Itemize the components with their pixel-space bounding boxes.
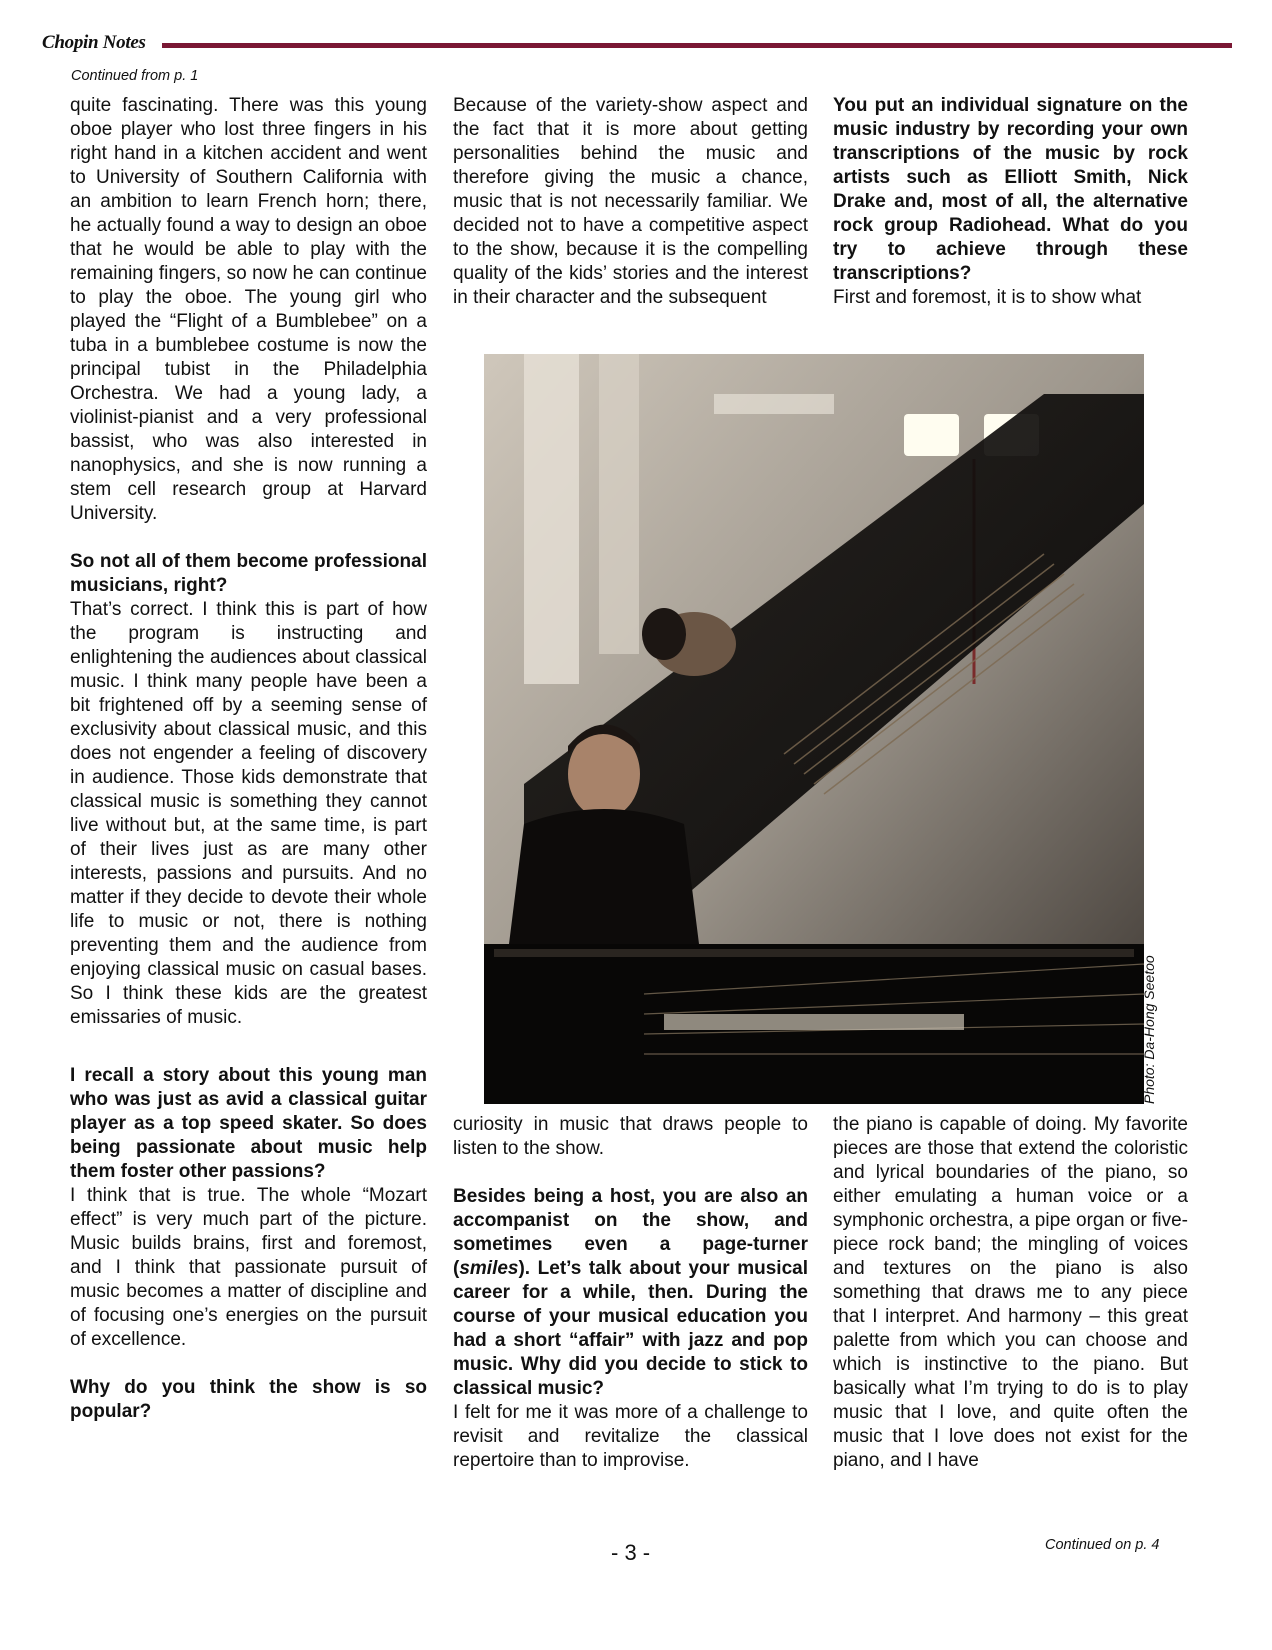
col2-question-smiles: smiles xyxy=(459,1258,519,1279)
col2-answer: I felt for me it was more of a challenge to revisit and revitalize the classical repertoire than to improvise. xyxy=(453,1402,808,1471)
col1-question-3: Why do you think the show is so popular? xyxy=(70,1377,427,1422)
col1-question-1: So not all of them become professional musicians, right? xyxy=(70,551,427,596)
continued-on-note: Continued on p. 4 xyxy=(1045,1537,1160,1553)
col1-paragraph-1: quite fascinating. There was this young oboe player who lost three fingers in his right hand in a kitchen accident and went to University of Southern California with an ambition to learn French horn; there, he actually found a way to design an oboe that he would be able to play with the remaining fingers, so now he can continue to play the oboe. The young girl who played the “Flight of a Bumblebee” on a tuba in a bumblebee costume is now the principal tubist in the Philadelphia Orchestra. We had a young lady, a violinist-pianist and a very professional bassist, who was also interested in nanophysics, and she is now running a stem cell research group at Harvard University. xyxy=(70,95,427,524)
col1-question-2: I recall a story about this young man who was just as avid a classical guitar player as a top speed skater. So does being passionate about music help them foster other passions? xyxy=(70,1065,427,1182)
header-rule xyxy=(162,43,1232,48)
col2-answer-top: Because of the variety-show aspect and the fact that it is more about getting personalities behind the music and therefore giving the music a chance, music that is not necessarily familiar. We decided not to have a competitive aspect to the show, because it is the compelling quality of the kids’ stories and the interest in their character and the subsequent xyxy=(453,95,808,308)
column-3-bottom xyxy=(833,1113,1188,1473)
col2-question xyxy=(453,1185,808,1401)
column-3-top xyxy=(833,94,1188,310)
col3-answer-bottom: the piano is capable of doing. My favorite pieces are those that extend the coloristic and lyrical boundaries of the piano, so either emulating a human voice or a symphonic orchestra, a pipe organ or five-piece rock band; the mingling of voices and textures on the piano is also something that draws me to any piece that I interpret. And harmony – this great palette from which you can choose and which is instinctive to the piano. But basically what I’m trying to do is to play music that I love, and quite often the music that I love does not exist for the piano, and I have xyxy=(833,1114,1188,1471)
column-1 xyxy=(70,94,427,1424)
col1-answer-1: That’s correct. I think this is part of how the program is instructing and enlightening the audiences about classical music. I think many people have been a bit frightened off by a seeming sense of exclusivity about classical music, and this does not engender a feeling of discovery in audience. Those kids demonstrate that classical music is something they cannot live without but, at the same time, is part of their lives just as are many other interests, passions and pursuits. And no matter if they decide to devote their whole life to music or not, there is nothing preventing them and the audience from enjoying classical music on casual bases. So I think these kids are the greatest emissaries of music. xyxy=(70,599,427,1028)
page-number: - 3 - xyxy=(611,1540,651,1565)
col2-answer-bottom: curiosity in music that draws people to listen to the show. xyxy=(453,1114,808,1159)
col1-answer-2: I think that is true. The whole “Mozart effect” is very much part of the picture. Music builds brains, first and foremost, and I think that passionate pursuit of music becomes a matter of discipline and of focusing one’s energies on the pursuit of excellence. xyxy=(70,1185,427,1350)
col3-answer-top: First and foremost, it is to show what xyxy=(833,287,1142,308)
col3-question: You put an individual signature on the music industry by recording your own transcriptions of the music by rock artists such as Elliott Smith, Nick Drake and, most of all, the alternative rock group Radiohead. What do you try to achieve through these transcriptions? xyxy=(833,95,1188,284)
col2-question-part-b: ). Let’s talk about your musical career for a while, then. During the course of your musical education you had a short “affair” with jazz and pop music. Why did you decide to stick to classical music? xyxy=(453,1258,808,1399)
column-2-bottom xyxy=(453,1113,808,1473)
photo-credit: Photo: Da-Hong Seetoo xyxy=(1141,955,1157,1104)
running-header-title: Chopin Notes xyxy=(42,32,146,53)
col2-question-part-a: Besides being a host, you are also an accompanist on the show, and sometimes even a page-turner ( xyxy=(453,1186,808,1279)
pianist-photo xyxy=(484,354,1144,1104)
column-2-top xyxy=(453,94,808,310)
continued-from-note: Continued from p. 1 xyxy=(71,68,199,84)
pianist-photo-illustration xyxy=(484,354,1144,1104)
